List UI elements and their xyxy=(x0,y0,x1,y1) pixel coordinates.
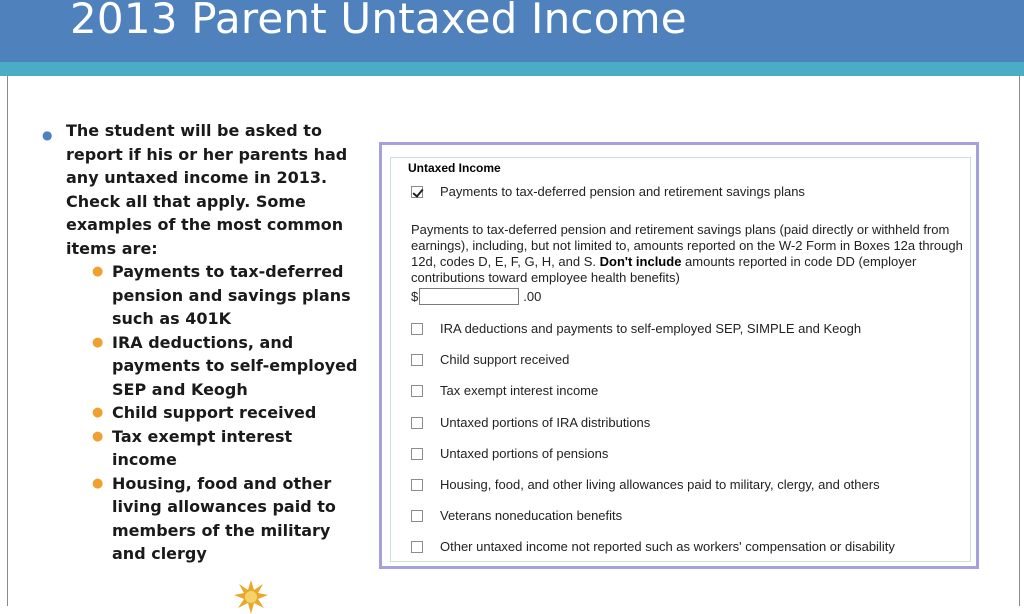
sub-bullet-item xyxy=(92,472,358,566)
sub-bullet-list xyxy=(38,260,358,566)
checkbox-label: Housing, food, and other living allowances paid to military, clergy, and others xyxy=(440,477,880,492)
fieldset-legend: Untaxed Income xyxy=(405,161,504,175)
pension-amount-row xyxy=(411,288,541,305)
bullet-dot-icon: ● xyxy=(42,128,53,142)
bullet-dot-icon: ● xyxy=(92,264,104,279)
sub-bullet-item xyxy=(92,401,358,425)
sub-bullet-text: Payments to tax-deferred pension and savings plans such as 401K xyxy=(112,262,351,328)
checkbox-row-veterans[interactable] xyxy=(411,508,622,523)
checkbox-label: Other untaxed income not reported such as workers' compensation or disability xyxy=(440,539,895,554)
description-emphasis: Don't include xyxy=(599,254,682,269)
checkbox-ira[interactable] xyxy=(411,323,423,335)
checkbox-row-pensions[interactable] xyxy=(411,446,608,461)
checkbox-other[interactable] xyxy=(411,541,423,553)
slide-title: 2013 Parent Untaxed Income xyxy=(70,0,687,43)
sub-bullet-text: IRA deductions, and payments to self-employed SEP and Keogh xyxy=(112,332,358,399)
checkbox-row-ira-distributions[interactable] xyxy=(411,415,650,430)
bullet-intro xyxy=(38,119,358,260)
sub-bullet-text: Child support received xyxy=(112,403,317,422)
currency-symbol: $ xyxy=(411,289,419,304)
checkbox-pensions[interactable] xyxy=(411,448,423,460)
sub-bullet-text: Tax exempt interest income xyxy=(112,426,293,469)
checkbox-row-child-support[interactable] xyxy=(411,352,569,367)
checkbox-label: Tax exempt interest income xyxy=(440,383,599,398)
checkbox-tax-exempt-interest[interactable] xyxy=(411,385,423,397)
bullet-list xyxy=(38,119,358,566)
bullet-dot-icon: ● xyxy=(92,334,104,350)
checkbox-row-living-allowances[interactable] xyxy=(411,477,880,492)
checkbox-label: Untaxed portions of pensions xyxy=(440,446,609,461)
title-bar xyxy=(0,0,1024,62)
checkbox-label: Payments to tax-deferred pension and retirement savings plans xyxy=(440,184,805,199)
description-text: Payments to tax-deferred pension and retirement savings plans (paid directly or withheld from earnings), including, but not limited to, amounts reported on the W-2 Form in Boxes 12a through 12d, codes D, E, F, G, H, and S. xyxy=(411,222,963,269)
checkbox-row-tax-exempt-interest[interactable] xyxy=(411,383,598,398)
checkbox-pension[interactable] xyxy=(411,186,423,198)
bullet-dot-icon: ● xyxy=(92,475,104,491)
pension-amount-input[interactable] xyxy=(419,288,519,305)
checkbox-label: Veterans noneducation benefits xyxy=(440,508,623,523)
sub-bullet-text: Housing, food and other living allowances paid to members of the military and clergy xyxy=(112,473,336,563)
description-text-cont: amounts reported in code DD (employer contributions toward employee health benefits) xyxy=(411,254,917,285)
checkbox-living-allowances[interactable] xyxy=(411,479,423,491)
checkbox-veterans[interactable] xyxy=(411,510,423,522)
pension-description xyxy=(411,222,971,286)
checkbox-label: Untaxed portions of IRA distributions xyxy=(440,415,651,430)
untaxed-income-panel xyxy=(379,142,979,569)
bullet-dot-icon: ● xyxy=(92,428,104,444)
checkbox-label: Child support received xyxy=(440,352,570,367)
starburst-icon xyxy=(234,580,268,614)
bullet-dot-icon: ● xyxy=(92,405,104,420)
checkbox-ira-distributions[interactable] xyxy=(411,417,423,429)
bullet-intro-text: The student will be asked to report if his or her parents had any untaxed income in 2013. Check all that apply. Some examples of the most common items are: xyxy=(66,121,348,258)
checkbox-row-other[interactable] xyxy=(411,539,895,554)
untaxed-income-fieldset xyxy=(390,157,971,562)
checkbox-row-pension[interactable] xyxy=(411,184,805,199)
checkbox-child-support[interactable] xyxy=(411,354,423,366)
sub-bullet-item xyxy=(92,425,358,472)
checkbox-label: IRA deductions and payments to self-employed SEP, SIMPLE and Keogh xyxy=(440,321,862,336)
cents-suffix: .00 xyxy=(523,289,542,304)
sub-bullet-item xyxy=(92,331,358,402)
checkbox-row-ira[interactable] xyxy=(411,321,861,336)
sub-bullet-item xyxy=(92,260,358,331)
header-accent-band xyxy=(0,62,1024,76)
